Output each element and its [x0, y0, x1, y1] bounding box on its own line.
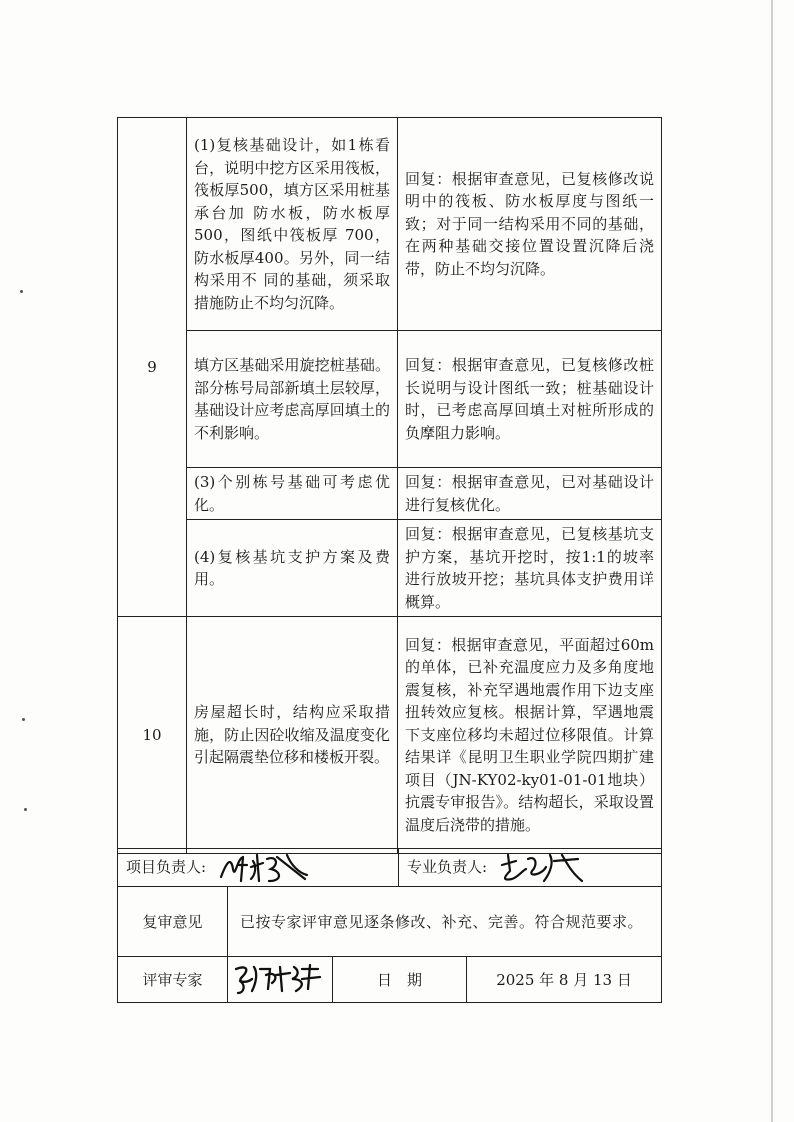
review-issue: (4)复核基坑支护方案及费用。 — [187, 520, 398, 617]
review-issue: (1)复核基础设计，如1栋看台，说明中挖方区采用筏板，筏板厚500，填方区采用桩基承台加 防水板，防水板厚500，图纸中筏板厚 700，防水板厚400。另外，同一结构采用不 同的基础，须采取措施防止不均匀沉降。 — [187, 118, 398, 331]
review-reply: 回复：根据审查意见，已复核修改说明中的筏板、防水板厚度与图纸一致；对于同一结构采用不同的基础，在两种基础交接位置设置沉降后浇带，防止不均匀沉降。 — [398, 118, 662, 331]
review-reply: 回复：根据审查意见，已复核基坑支护方案，基坑开挖时，按1:1的坡率进行放坡开挖；基坑具体支护费用详概算。 — [398, 520, 662, 617]
review-issue: (3)个别栋号基础可考虑优化。 — [187, 468, 398, 520]
scan-speck — [22, 718, 25, 721]
item-number: 10 — [118, 617, 187, 854]
recheck-label: 复审意见 — [118, 887, 228, 957]
table-row — [118, 520, 662, 617]
table-row — [118, 887, 662, 957]
date-label: 日 期 — [333, 957, 467, 1003]
scan-speck — [20, 290, 23, 293]
review-reply: 回复：根据审查意见，已复核修改桩长说明与设计图纸一致；桩基础设计时，已考虑高厚回填土对桩所形成的负摩阻力影响。 — [398, 331, 662, 468]
review-reply: 回复：根据审查意见，平面超过60m的单体，已补充温度应力及多角度地震复核，补充罕遇地震作用下边支座扭转效应复核。根据计算，罕遇地震下支座位移均未超过位移限值。计算结果详《昆明卫生职业学院四期扩建项目（JN-KY02-ky01-01-01地块）抗震专审报告》。结构超长，采取设置温度后浇带的措施。 — [398, 617, 662, 854]
signature-table — [117, 848, 662, 1003]
table-row — [118, 957, 662, 1003]
review-issue: 填方区基础采用旋挖桩基础。部分栋号局部新填土层较厚，基础设计应考虑高厚回填土的不利影响。 — [187, 331, 398, 468]
specialty-lead-label: 专业负责人: — [407, 857, 488, 876]
recheck-opinion: 已按专家评审意见逐条修改、补充、完善。符合规范要求。 — [228, 887, 662, 957]
scan-speck — [24, 808, 27, 811]
expert-signature — [232, 961, 324, 995]
expert-label: 评审专家 — [118, 957, 228, 1003]
review-comments-table — [117, 117, 662, 854]
item-number: 9 — [118, 118, 187, 617]
specialty-lead-signature — [498, 851, 584, 885]
table-row — [118, 617, 662, 854]
table-row — [118, 118, 662, 331]
review-reply: 回复：根据审查意见，已对基础设计进行复核优化。 — [398, 468, 662, 520]
project-lead-signature — [217, 851, 309, 885]
review-issue: 房屋超长时，结构应采取措施，防止因砼收缩及温度变化引起隔震垫位移和楼板开裂。 — [187, 617, 398, 854]
table-row — [118, 849, 662, 887]
table-row — [118, 331, 662, 468]
project-lead-label: 项目负责人: — [126, 857, 207, 876]
date-value: 2025 年 8 月 13 日 — [467, 957, 662, 1003]
table-row — [118, 468, 662, 520]
page-edge — [771, 0, 773, 1122]
